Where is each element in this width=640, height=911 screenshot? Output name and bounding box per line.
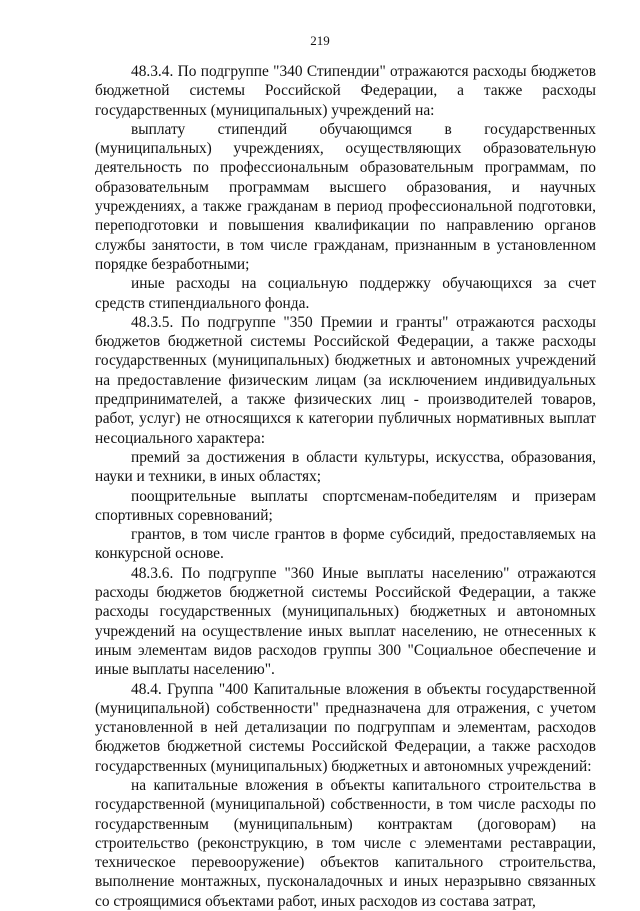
paragraph-48-4: 48.4. Группа "400 Капитальные вложения в объекты государственной (муниципальной) собственности" предназначена для отражения, с учетом установленной в ней детализации по подгруппам и элементам, расходов бюджетов бюджетной системы Российской Федерации, а также расходов государственных (муниципальных) бюджетных и автономных учреждений: bbox=[95, 680, 596, 775]
paragraph-awards: премий за достижения в области культуры, искусства, образования, науки и техники, в иных областях; bbox=[95, 448, 596, 486]
paragraph-48-3-4: 48.3.4. По подгруппе "340 Стипендии" отражаются расходы бюджетов бюджетной системы Российской Федерации, а также расходы государственных (муниципальных) учреждений на: bbox=[95, 63, 596, 119]
paragraph-athlete-payments: поощрительные выплаты спортсменам-победителям и призерам спортивных соревнований; bbox=[95, 487, 596, 524]
paragraph-grants: грантов, в том числе грантов в форме субсидий, предоставляемых на конкурсной основе. bbox=[95, 526, 596, 563]
paragraph-capital-investments: на капитальные вложения в объекты капитального строительства в государственной (муниципальной) собственности, в том числе расходы по государственным (муниципальным) контрактам (договорам) на строительство (реконструкцию, в том числе с элементами реставрации, техническое перевооружение) объектов капитального строительства, выполнение монтажных, пусконаладочных и иных неразрывно связанных со строящимися объектами работ, иных расходов из состава затрат, bbox=[95, 776, 596, 910]
paragraph-48-3-5: 48.3.5. По подгруппе "350 Премии и гранты" отражаются расходы бюджетов бюджетной системы Российской Федерации, а также расходы государственных (муниципальных) бюджетных и автономных учреждений на предоставление физическим лицам (за исключением индивидуальных предпринимателей, а также физических лиц - производителей товаров, работ, услуг) не относящихся к категории публичных нормативных выплат несоциального характера: bbox=[95, 313, 596, 447]
page-number: 219 bbox=[310, 33, 330, 48]
paragraph-other-support: иные расходы на социальную поддержку обучающихся за счет средств стипендиального фонда. bbox=[95, 275, 596, 312]
document-body bbox=[95, 62, 596, 911]
paragraph-scholarship-payments: выплату стипендий обучающимся в государственных (муниципальных) учреждениях, осуществляющих образовательную деятельность по профессиональным образовательным программам, по образовательным программам высшего образования, и научных учреждениях, а также гражданам в период профессиональной подготовки, переподготовки и повышения квалификации по направлению органов службы занятости, в том числе гражданам, признанным в установленном порядке безработными; bbox=[95, 120, 596, 273]
paragraph-48-3-6: 48.3.6. По подгруппе "360 Иные выплаты населению" отражаются расходы бюджетов бюджетной системы Российской Федерации, а также расходы государственных (муниципальных) бюджетных и автономных учреждений на осуществление иных выплат населению, не отнесенных к иным элементам видов расходов группы 300 "Социальное обеспечение и иные выплаты населению". bbox=[95, 564, 596, 679]
